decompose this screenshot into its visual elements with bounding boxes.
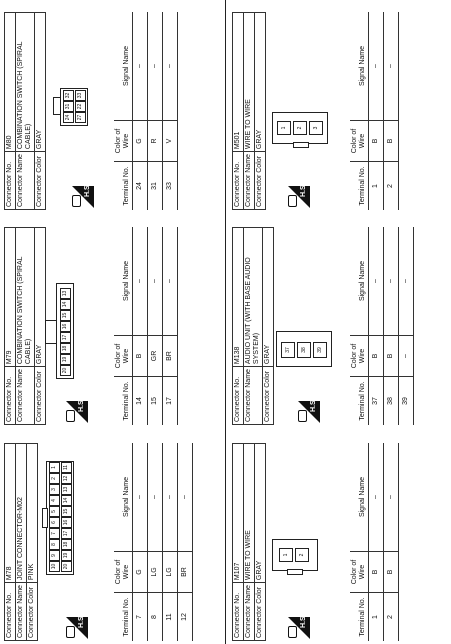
signal-name-header: Signal Name [114,227,133,336]
terminal-cell: 11 [163,593,178,642]
pin-cavity: 3 [309,121,323,135]
connector-face-diagram [56,283,74,379]
connector-block-m79 [4,227,222,425]
wire-cell: V [163,121,178,162]
signal-table [350,12,399,210]
pin-cavity: 15 [61,506,72,517]
table-row [163,227,178,425]
pin-cavity: 17 [60,332,71,343]
signal-table [350,443,399,641]
terminal-no-header: Terminal No. [350,593,369,642]
pin-cavity: 32 [63,90,74,101]
terminal-cell: 14 [133,377,148,426]
pin-cavity: 18 [61,539,72,550]
terminal-no-header: Terminal No. [114,162,133,211]
table-row [163,443,178,641]
wire-cell: LG [163,552,178,593]
connector-no-value: M501 [233,13,244,152]
connector-name-label: Connector Name [16,367,35,425]
connector-color-label: Connector Color [35,367,46,425]
connector-no-label: Connector No. [5,367,16,425]
connector-name-value: AUDIO UNIT (WITH BASE AUDIO SYSTEM) [244,228,263,367]
pin-cavity: 10 [49,561,60,572]
pin-cavity: 13 [60,288,71,299]
connector-no-label: Connector No. [233,152,244,210]
connector-name-label: Connector Name [244,583,255,641]
signal-cell: – [163,443,178,552]
connector-block-m78 [4,443,222,641]
connector-no-label: Connector No. [233,367,244,425]
hs-icon [288,183,310,208]
table-row [399,227,414,425]
signal-cell: – [178,443,193,552]
signal-cell: – [133,227,148,336]
connector-color-value: PINK [27,444,38,583]
terminal-cell: 8 [148,593,163,642]
table-row [384,443,399,641]
wire-color-header: Color of Wire [114,121,133,162]
signal-name-header: Signal Name [350,12,369,121]
pin-cavity: 31 [63,101,74,112]
terminal-cell: 2 [384,162,399,211]
table-row [384,227,399,425]
pin-cavity: 11 [61,462,72,473]
hs-icon [66,614,88,639]
pin-cavity: 33 [75,90,86,101]
terminal-cell: 15 [148,377,163,426]
signal-cell: – [133,12,148,121]
connector-color-label: Connector Color [255,583,266,641]
connector-name-label: Connector Name [16,583,27,641]
table-row [133,227,148,425]
connector-latch [293,142,309,148]
signal-cell: – [369,443,384,552]
pin-cavity: 19 [61,550,72,561]
table-row [148,12,163,210]
wire-color-header: Color of Wire [114,552,133,593]
wire-cell: – [399,336,414,377]
terminal-cell: 31 [148,162,163,211]
connector-color-label: Connector Color [35,152,46,210]
signal-cell: – [163,227,178,336]
signal-name-header: Signal Name [350,443,369,552]
pin-cavity: 7 [49,528,60,539]
connector-block-m80 [4,12,222,210]
pin-cavity: 19 [60,354,71,365]
signal-table [114,227,178,425]
connector-face-diagram [272,539,318,571]
signal-name-header: Signal Name [114,12,133,121]
signal-cell: – [163,12,178,121]
wire-cell: G [133,552,148,593]
connector-block-m138 [232,227,448,425]
terminal-cell: 33 [163,162,178,211]
connector-info-table [4,12,46,210]
hs-label: H.S. [300,183,307,197]
connector-no-value: M107 [233,444,244,583]
wire-cell: LG [148,552,163,593]
section-divider [225,0,226,644]
hs-icon [288,614,310,639]
connector-name-label: Connector Name [16,152,35,210]
wire-cell: G [133,121,148,162]
connector-block-m107 [232,443,448,641]
terminal-cell: 38 [384,377,399,426]
wire-cell: B [133,336,148,377]
wire-color-header: Color of Wire [114,336,133,377]
connector-info-table [4,443,38,641]
connector-no-value: M78 [5,444,16,583]
connector-info-table [232,227,274,425]
signal-cell: – [148,227,163,336]
pin-cavity: 2 [295,548,309,562]
pin-cavity: 16 [60,321,71,332]
connector-face-diagram [60,88,88,126]
connector-face-diagram [46,461,74,575]
pin-cavity: 37 [281,342,295,358]
table-row [163,12,178,210]
terminal-cell: 7 [133,593,148,642]
signal-cell: – [384,227,399,336]
pin-cavity: 3 [49,484,60,495]
terminal-cell: 24 [133,162,148,211]
connector-name-value: COMBINATION SWITCH (SPIRAL CABLE) [16,13,35,152]
pin-cavity: 27 [75,112,86,123]
signal-table [350,227,414,425]
pin-cavity: 13 [61,484,72,495]
connector-name-label: Connector Name [244,367,263,425]
pin-cavity: 8 [49,539,60,550]
connector-name-value: COMBINATION SWITCH (SPIRAL CABLE) [16,228,35,367]
wire-cell: B [384,336,399,377]
wire-color-header: Color of Wire [350,336,369,377]
connector-name-value: WIRE TO WIRE [244,444,255,583]
pin-cavity: 9 [49,550,60,561]
connector-info-table [4,227,46,425]
table-row [369,12,384,210]
connector-info-table [232,12,266,210]
connector-block-m501 [232,12,448,210]
connector-color-value: GRAY [263,228,274,367]
terminal-cell: 12 [178,593,193,642]
pin-cavity: 12 [61,473,72,484]
pin-cavity: 1 [277,121,291,135]
table-row [133,443,148,641]
signal-table [114,443,193,641]
wire-color-header: Color of Wire [350,552,369,593]
hs-label: H.S. [78,398,85,412]
terminal-cell: 37 [369,377,384,426]
connector-name-label: Connector Name [244,152,255,210]
signal-cell: – [369,227,384,336]
pin-cavity: 20 [61,561,72,572]
terminal-cell: 39 [399,377,414,426]
pin-cavity: 38 [297,342,311,358]
pin-cavity: 2 [49,473,60,484]
wire-color-header: Color of Wire [350,121,369,162]
connector-color-value: GRAY [255,13,266,152]
terminal-no-header: Terminal No. [114,593,133,642]
connector-info-table [232,443,266,641]
connector-name-value: JOINT CONNECTOR-M02 [16,444,27,583]
wire-cell: B [369,336,384,377]
connector-face-diagram [272,112,328,144]
signal-cell: – [369,12,384,121]
wire-cell: R [148,121,163,162]
terminal-no-header: Terminal No. [350,377,369,426]
table-row [369,443,384,641]
table-row [133,12,148,210]
connector-color-value: GRAY [35,228,46,367]
signal-table [114,12,178,210]
hs-icon [72,183,94,208]
connector-color-label: Connector Color [255,152,266,210]
connector-no-label: Connector No. [233,583,244,641]
connector-no-label: Connector No. [5,583,16,641]
wire-cell: BR [163,336,178,377]
connector-name-value: WIRE TO WIRE [244,13,255,152]
hs-icon [66,398,88,423]
pin-cavity: 2 [293,121,307,135]
pin-cavity: 39 [313,342,327,358]
wire-cell: GR [148,336,163,377]
table-row [384,12,399,210]
connector-latch [42,508,48,528]
wire-cell: BR [178,552,193,593]
connector-no-label: Connector No. [5,152,16,210]
signal-name-header: Signal Name [114,443,133,552]
wire-cell: B [384,552,399,593]
connector-face-diagram [276,331,332,367]
connector-no-value: M138 [233,228,244,367]
table-row [148,227,163,425]
pin-cavity: 4 [49,495,60,506]
connector-no-value: M80 [5,13,16,152]
pin-cavity: 6 [49,517,60,528]
connector-color-value: GRAY [35,13,46,152]
pin-cavity: 17 [61,528,72,539]
signal-cell: – [148,12,163,121]
table-row [178,443,193,641]
pin-cavity: 1 [279,548,293,562]
hs-label: H.S. [310,398,317,412]
terminal-cell: 2 [384,593,399,642]
terminal-no-header: Terminal No. [350,162,369,211]
signal-name-header: Signal Name [350,227,369,336]
connector-color-label: Connector Color [263,367,274,425]
terminal-no-header: Terminal No. [114,377,133,426]
pin-cavity: 18 [60,343,71,354]
hs-icon [298,398,320,423]
terminal-cell: 1 [369,162,384,211]
hs-label: H.S. [300,614,307,628]
hs-label: H.S. [78,614,85,628]
signal-cell: – [384,443,399,552]
connector-latch [287,569,303,575]
pin-cavity: 22 [75,101,86,112]
pin-cavity: 5 [49,506,60,517]
table-row [369,227,384,425]
wire-cell: B [384,121,399,162]
connector-no-value: M79 [5,228,16,367]
signal-cell: – [399,227,414,336]
connector-color-label: Connector Color [27,583,38,641]
wire-cell: B [369,552,384,593]
pin-cavity: 14 [61,495,72,506]
signal-cell: – [133,443,148,552]
pin-cavity: 16 [61,517,72,528]
terminal-cell: 17 [163,377,178,426]
terminal-cell: 1 [369,593,384,642]
signal-cell: – [148,443,163,552]
pin-cavity: 15 [60,310,71,321]
table-row [148,443,163,641]
connector-latch [53,97,61,115]
hs-label: H.S. [84,183,91,197]
connector-latch [45,320,57,344]
pin-cavity: 1 [49,462,60,473]
pin-cavity: 14 [60,299,71,310]
signal-cell: – [384,12,399,121]
wire-cell: B [369,121,384,162]
pin-cavity: 20 [60,365,71,376]
connector-color-value: GRAY [255,444,266,583]
pin-cavity: 24 [63,112,74,123]
